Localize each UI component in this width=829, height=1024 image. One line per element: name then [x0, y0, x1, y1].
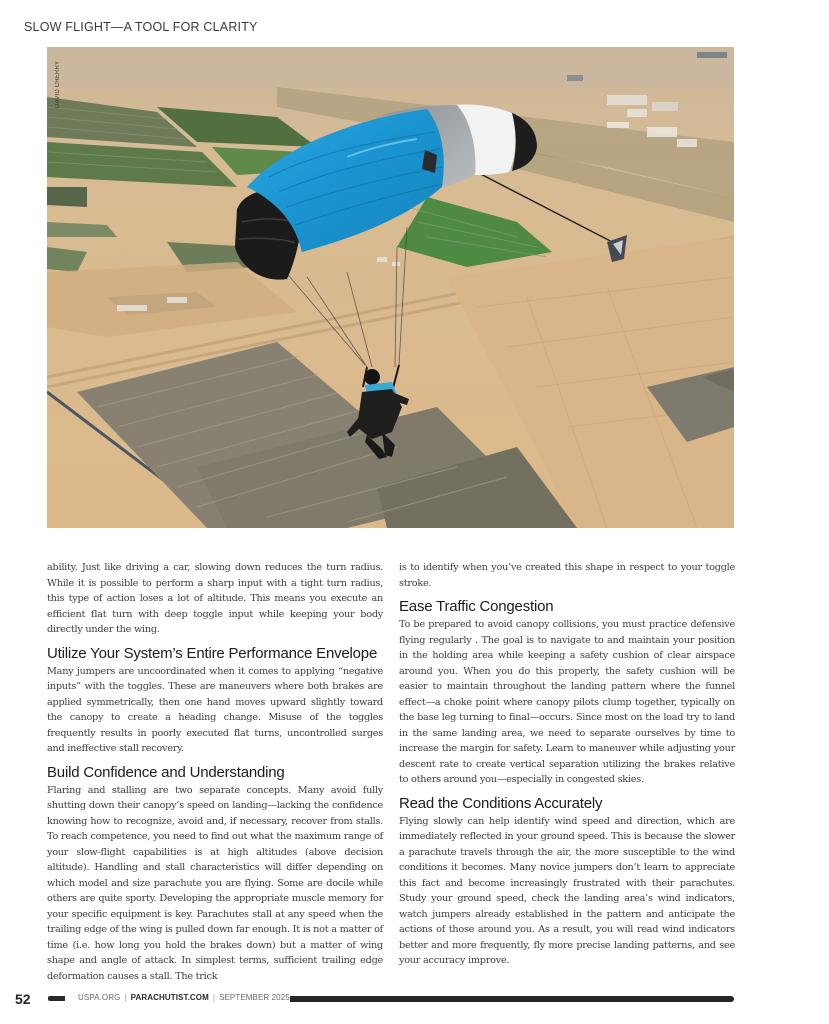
photo-credit: DAVID CHERRY — [55, 60, 61, 108]
page-number: 52 — [15, 991, 31, 1007]
article-photo — [47, 47, 734, 528]
footer-tab-decoration — [48, 996, 65, 1001]
continuation-paragraph: is to identify when you’ve created this shape in respect to your toggle stroke. — [399, 562, 735, 589]
page-footer — [0, 990, 829, 1012]
article-column-left — [47, 560, 383, 984]
footer-magazine-link[interactable]: PARACHUTIST.COM — [130, 993, 209, 1002]
section-heading: Read the Conditions Accurately — [399, 794, 603, 812]
section-heading: Build Confidence and Understanding — [47, 763, 285, 781]
footer-text — [78, 993, 290, 1002]
section-body: Many jumpers are uncoordinated when it comes to applying “negative inputs” with the toggles. These are maneuvers where both brakes are applied symmetrically, then one hand moves upward slightly toward the canopy to create a heading change. Misuse of the toggles frequently results in poorly executed flat turns, uncontrolled surges and ineffective stall recovery. — [47, 665, 383, 754]
section-body: Flying slowly can help identify wind speed and direction, which are immediately reflected in your ground speed. This is because the slower a parachute travels through the air, the more susceptible to the wind conditions it becomes. Many novice jumpers don’t learn to appreciate this fact and become increasingly frustrated with their parachutes. Study your ground speed, check the landing area’s wind indicators, watch jumpers already established in the pattern and anticipate the actions of those around you. As a result, you will read wind indicators better and more frequently, fly more precise landing patterns, and see your accuracy improve. — [399, 815, 735, 966]
article-column-right — [399, 560, 735, 969]
section-body: Flaring and stalling are two separate concepts. Many avoid fully shutting down their canopy’s speed on landing—lacking the confidence knowing how to recognize, avoid and, if necessary, recover from stalls. To reach competence, you need to find out what the maximum range of your slow-flight capabilities is at high altitudes (above decision altitude). Handling and stall characteristics will differ depending on which model and size parachute you are flying. Some are docile while others are quite sporty. Developing the appropriate muscle memory for your specific equipment is key. Parachutes stall at any speed when the trailing edge of the wing is pulled down far enough. It is not a matter of time (i.e. how long you hold the brakes down) but a matter of wing shape and angle of attack. In simplest terms, sufficient trailing edge deformation causes a stall. The trick — [47, 784, 383, 982]
footer-separator: | — [124, 993, 127, 1002]
section-heading: Ease Traffic Congestion — [399, 598, 554, 615]
footer-issue: SEPTEMBER 2025 — [219, 993, 290, 1002]
section-body: To be prepared to avoid canopy collisions, you must practice defensive flying regularly . The goal is to navigate to and maintain your position in the holding area while keeping a safety cushion of clear airspace around you. When you do this properly, the safety cushion will be easier to maintain throughout the landing pattern where the funnel effect—a choke point where canopy pilots clump together, typically on the base leg turning to final—occurs. Since most on the load try to land in the same landing area, we need to separate ourselves by time to increase the margin for safety. Learn to maneuver while adjusting your descent rate to create vertical separation utilizing the brakes relative to others around you—especially in congested skies. — [399, 619, 735, 785]
footer-separator: | — [212, 993, 216, 1002]
intro-paragraph: ability. Just like driving a car, slowing down reduces the turn radius. While it is possible to perform a sharp input with a tight turn radius, this type of action loses a lot of altitude. This means you execute an efficient flat turn with deep toggle input while keeping your body directly under the wing. — [47, 562, 383, 635]
helmet — [364, 369, 380, 385]
parachute-photo-illustration — [47, 47, 734, 528]
running-head: SLOW FLIGHT—A TOOL FOR CLARITY — [24, 20, 258, 34]
footer-site-link[interactable]: USPA.ORG — [78, 993, 121, 1002]
section-heading: Utilize Your System’s Entire Performance Envelope — [47, 644, 378, 662]
footer-rule — [290, 996, 734, 1002]
